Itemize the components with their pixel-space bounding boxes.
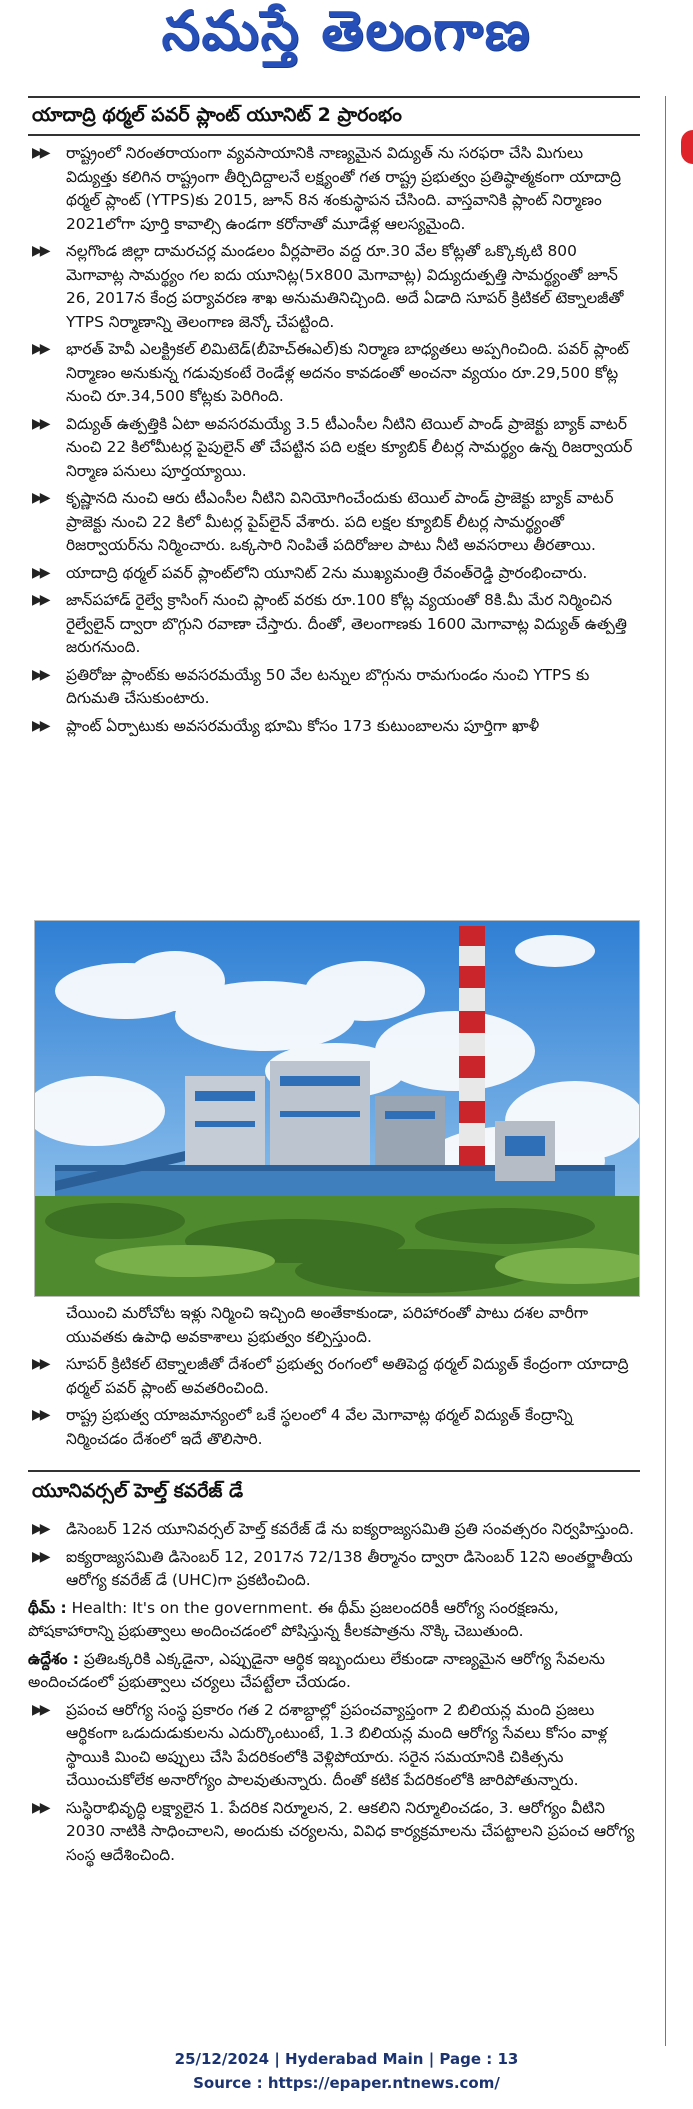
article-heading: యూనివర్సల్ హెల్త్ కవరేజ్ డే bbox=[32, 1480, 244, 1502]
bullet-icon: ▶▶ bbox=[32, 1356, 48, 1372]
heading-rule bbox=[28, 1470, 640, 1472]
masthead bbox=[0, 0, 693, 74]
theme-text: Health: It's on the government. ఈ థీమ్ ప్రజలందరికీ ఆరోగ్య సంరక్షణను, పోషకాహారాన్ని ప్రభుత్వాలు అందించడంలో పోషిస్తున్న కీలకపాత్రను నొక్కి చెబుతుంది. bbox=[28, 1598, 559, 1640]
list-item: ▶▶ భారత్ హెవీ ఎలక్ట్రికల్ లిమిటెడ్(బీహెచ్ఈఎల్)కు నిర్మాణ బాధ్యతలు అప్పగించింది. పవర్ ప్లాంట్ నిర్మాణం అనుకున్న గడువుకంటే రెండేళ్ల అదనం కావడంతో అంచనా వ్యయం రూ.29,500 కోట్ల నుంచి రూ.34,500 కోట్లకు పెరిగింది. bbox=[32, 340, 629, 405]
bullet-icon: ▶▶ bbox=[32, 1521, 48, 1537]
heading-rule bbox=[28, 96, 640, 98]
bullet-icon: ▶▶ bbox=[32, 564, 48, 581]
list-item: ▶▶ నల్లగొండ జిల్లా దామరచర్ల మండలం వీర్లపాలెం వద్ద రూ.30 వేల కోట్లతో ఒక్కొక్కటి 800 మెగావాట్ల సామర్థ్యం గల ఐదు యూనిట్ల(5x800 మెగావాట్ల) విద్యుదుత్పత్తి సామర్థ్యంతో జూన్ 26, 2017న కేంద్ర పర్యావరణ శాఖ అనుమతినిచ్చింది. అదే ఏడాది సూపర్ క్రిటికల్ టెక్నాలజీతో YTPS నిర్మాణాన్ని తెలంగాణ జెన్కో చేపట్టింది. bbox=[32, 242, 624, 331]
list-item: ▶▶ కృష్ణానది నుంచి ఆరు టీఎంసీల నీటిని వినియోగించేందుకు టెయిల్ పాండ్ ప్రాజెక్టు బ్యాక్ వాటర్ ప్రాజెక్టు నుంచి 22 కిలో మీటర్ల పైప్‌లైన్ వేశారు. పది లక్షల క్యూబిక్ లీటర్ల సామర్థ్యంతో రిజర్వాయర్‌ను నిర్మించారు. ఒక్కసారి నింపితే పదిరోజుల పాటు నీటి అవసరాలు తీరతాయి. bbox=[32, 489, 614, 554]
power-plant-photo bbox=[34, 920, 640, 1297]
list-item: ▶▶ రాష్ట్ర ప్రభుత్వ యాజమాన్యంలో ఒకే స్థలంలో 4 వేల మెగావాట్ల థర్మల్ విద్యుత్ కేంద్రాన్ని నిర్మించడం దేశంలో ఇదే తొలిసారి. bbox=[32, 1406, 573, 1448]
bullet-icon: ▶▶ bbox=[32, 1799, 48, 1816]
footer-date-line: 25/12/2024 | Hyderabad Main | Page : 13 bbox=[174, 2050, 519, 2068]
list-item: ▶▶ సుస్థిరాభివృద్ధి లక్ష్యాలైన 1. పేదరిక నిర్మూలన, 2. ఆకలిని నిర్మూలించడం, 3. ఆరోగ్యం వీటిని 2030 నాటికి సాధించాలని, అందుకు చర్యలను, వివిధ కార్యక్రమాలను చేపట్టాలని ప్రపంచ ఆరోగ్య సంస్థ ఆదేశించింది. bbox=[32, 1798, 635, 1864]
purpose-paragraph bbox=[28, 1648, 638, 1695]
list-item: ▶▶ జాన్‌పహాడ్ రైల్వే క్రాసింగ్ నుంచి ప్లాంట్ వరకు రూ.100 కోట్ల వ్యయంతో 8కి.మీ మేర నిర్మించిన రైల్వేలైన్ ద్వారా బొగ్గుని రవాణా చేస్తారు. దీంతో, తెలంగాణకు 1600 మెగావాట్ల విద్యుత్ ఉత్పత్తి జరుగనుంది. bbox=[32, 591, 627, 656]
list-item: ▶▶ రాష్ట్రంలో నిరంతరాయంగా వ్యవసాయానికి నాణ్యమైన విద్యుత్ ను సరఫరా చేసి మిగులు విద్యుత్తు కలిగిన రాష్ట్రంగా తీర్చిదిద్దాలనే లక్ష్యంతో గత రాష్ట్ర ప్రభుత్వం ప్రతిష్ఠాత్మకంగా యాదాద్రి థర్మల్ ప్లాంట్ (YTPS)కు 2015, జూన్ 8న శంకుస్థాపన చేసింది. వాస్తవానికి ప్లాంట్ నిర్మాణం 2021లోగా పూర్తి కావాల్సి ఉండగా కరోనాతో మూడేళ్ల ఆలస్యమైంది. bbox=[32, 144, 621, 233]
article-ytps-body bbox=[28, 142, 638, 742]
purpose-text: ప్రతిఒక్కరికి ఎక్కడైనా, ఎప్పుడైనా ఆర్థిక ఇబ్బందులు లేకుండా నాణ్యమైన ఆరోగ్య సేవలను అందించడంలో ప్రభుత్వాలు చర్యలు చేపట్టేలా చేయడం. bbox=[28, 1649, 605, 1691]
list-item: ▶▶ యాదాద్రి థర్మల్ పవర్ ప్లాంట్‌లోని యూనిట్ 2ను ముఖ్యమంత్రి రేవంత్‌రెడ్డి ప్రారంభించారు. bbox=[28, 562, 638, 586]
article-heading: యాదాద్రి థర్మల్ పవర్ ప్లాంట్ యూనిట్ 2 ప్రారంభం bbox=[32, 104, 402, 126]
article-uhc-body bbox=[28, 1518, 638, 1871]
article-uhc bbox=[28, 1480, 638, 1513]
bullet-icon: ▶▶ bbox=[32, 1548, 48, 1565]
bullet-list bbox=[28, 142, 638, 738]
list-item: ▶▶ ఐక్యరాజ్యసమితి డిసెంబర్ 12, 2017న 72/138 తీర్మానం ద్వారా డిసెంబర్ 12ని అంతర్జాతీయ ఆరోగ్య కవరేజ్ డే (UHC)గా ప్రకటించింది. bbox=[32, 1547, 633, 1589]
bullet-icon: ▶▶ bbox=[32, 717, 48, 734]
list-item: ▶▶ డిసెంబర్ 12న యూనివర్సల్ హెల్త్ కవరేజ్ డే ను ఐక్యరాజ్యసమితి ప్రతి సంవత్సరం నిర్వహిస్తుంది. bbox=[28, 1518, 638, 1542]
bullet-icon: ▶▶ bbox=[32, 145, 48, 161]
masthead-title: నమస్తే తెలంగాణ bbox=[161, 0, 532, 62]
bullet-icon: ▶▶ bbox=[32, 1701, 48, 1718]
list-item: ▶▶ ప్రపంచ ఆరోగ్య సంస్థ ప్రకారం గత 2 దశాబ్దాల్లో ప్రపంచవ్యాప్తంగా 2 బిలియన్ల మంది ప్రజలు ఆర్థికంగా ఒడుదుడుకులను ఎదుర్కొంటుంటే, 1.3 బిలియన్ల మంది ఆరోగ్య సేవలు కోసం వాళ్ల స్థాయికి మించి అప్పులు చేసి పేదరికంలోకి వెళ్లిపోయారు. సరైన సమయానికి చికిత్సను చేయించుకోలేక అనారోగ్యం పాలవుతున్నారు. దీంతో కటిక పేదరికంలోకి జారిపోతున్నారు. bbox=[32, 1700, 608, 1789]
bullet-list bbox=[28, 1518, 638, 1593]
list-item: ▶▶ విద్యుత్ ఉత్పత్తికి ఏటా అవసరమయ్యే 3.5 టీఎంసీల నీటిని టెయిల్ పాండ్ ప్రాజెక్టు బ్యాక్ వాటర్ నుంచి 22 కిలోమీటర్ల పైపులైన్ తో చేపట్టిన పది లక్షల క్యూబిక్ లీటర్ల సామర్థ్యం ఉన్న రిజర్వాయర్ నిర్మాణ పనులు పూర్తయ్యాయి. bbox=[32, 414, 633, 480]
page-tab-marker bbox=[681, 130, 693, 164]
heading-rule bbox=[28, 134, 640, 136]
bullet-icon: ▶▶ bbox=[32, 1407, 48, 1423]
bullet-icon: ▶▶ bbox=[32, 341, 48, 357]
bullet-icon: ▶▶ bbox=[32, 666, 48, 683]
article-ytps bbox=[28, 104, 638, 137]
list-item: ▶▶ ప్రతిరోజు ప్లాంట్‌కు అవసరమయ్యే 50 వేల టన్నుల బొగ్గును రామగుండం నుంచి YTPS కు దిగుమతి చేసుకుంటారు. bbox=[32, 665, 590, 707]
footer-source-link[interactable]: Source : https://epaper.ntnews.com/ bbox=[193, 2074, 500, 2092]
bullet-icon: ▶▶ bbox=[32, 415, 48, 432]
bullet-icon: ▶▶ bbox=[32, 243, 48, 259]
list-item: ▶▶ సూపర్ క్రిటికల్ టెక్నాలజీతో దేశంలో ప్రభుత్వ రంగంలో అతిపెద్ద థర్మల్ విద్యుత్ కేంద్రంగా యాదాద్రి థర్మల్ పవర్ ప్లాంట్ అవతరించింది. bbox=[32, 1355, 629, 1397]
bullet-icon: ▶▶ bbox=[32, 490, 48, 506]
article-ytps-continued bbox=[28, 1302, 638, 1455]
bullet-list bbox=[28, 1699, 638, 1868]
column-divider bbox=[665, 96, 666, 2046]
continuation-text: చేయించి మరోచోట ఇళ్లు నిర్మించి ఇచ్చింది అంతేకాకుండా, పరిహారంతో పాటు దశల వారీగా యువతకు ఉపాధి అవకాశాలు ప్రభుత్వం కల్పిస్తుంది. bbox=[66, 1304, 589, 1346]
purpose-label: ఉద్దేశం : bbox=[28, 1649, 79, 1668]
bullet-icon: ▶▶ bbox=[32, 592, 48, 608]
bullet-list bbox=[28, 1353, 638, 1451]
theme-paragraph bbox=[28, 1597, 638, 1644]
theme-label: థీమ్ : bbox=[28, 1598, 67, 1617]
list-item: ▶▶ ప్లాంట్ ఏర్పాటుకు అవసరమయ్యే భూమి కోసం 173 కుటుంబాలను పూర్తిగా ఖాళీ bbox=[28, 715, 638, 739]
